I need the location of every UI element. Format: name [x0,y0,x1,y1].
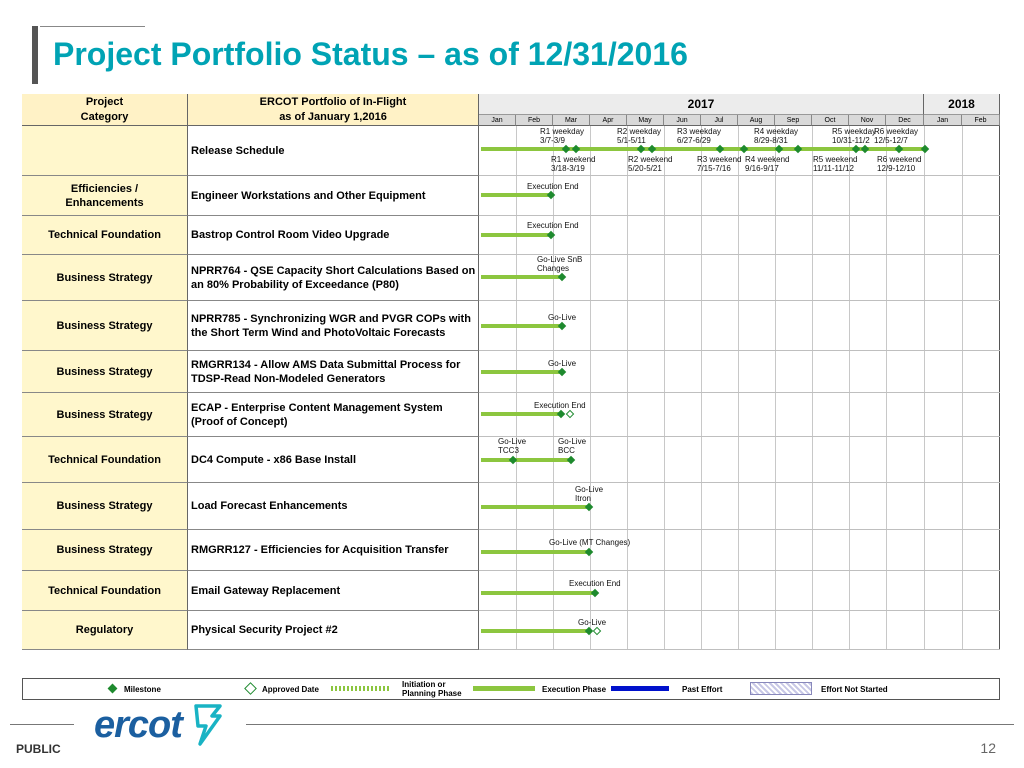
release-label-r3-bottom [697,155,741,173]
year-2018: 2018 [924,94,1000,115]
title-accent-bar [32,26,38,84]
release-name: R4 weekend [745,155,790,164]
execution-bar [481,591,595,595]
execution-bar [481,550,589,554]
category-cell [22,530,188,571]
milestone-label: Go-Live Itron [575,485,604,503]
project-text: RMGRR127 - Efficiencies for Acquisition Transfer [191,544,449,556]
execution-bar [481,275,562,279]
category-cell [22,483,188,530]
release-dates: 5/20-5/21 [628,164,662,173]
month-header: Oct [812,115,849,126]
project-text: Release Schedule [191,144,285,157]
page-number: 12 [980,740,996,756]
release-dates: 8/29-8/31 [754,136,788,145]
release-label-r4-top [754,127,798,145]
category-text: Business Strategy [56,408,153,421]
execution-bar [481,193,551,197]
release-name: R3 weekday [677,127,722,136]
release-dates: 12/9-12/10 [877,164,916,173]
release-label-r3-top [677,127,721,145]
month-header: Jan [479,115,516,126]
grid-line [812,126,813,650]
release-label-r6-top [874,127,918,145]
release-name: R6 weekday [874,127,919,136]
grid-line [553,126,554,650]
milestone-label: Execution End [569,579,621,588]
row-divider [479,350,1000,351]
row-divider [479,482,1000,483]
month-header: Sep [775,115,812,126]
milestone-label: Execution End [527,182,579,191]
project-cell [188,437,479,483]
release-dates: 11/11-11/12 [813,164,854,173]
legend-milestone-label: Milestone [124,685,161,694]
release-dates: 5/1-5/11 [617,136,646,145]
category-cell [22,571,188,611]
footer-rule-right [246,724,1014,725]
grid-line [924,126,925,650]
grid-line [516,126,517,650]
legend-past-label: Past Effort [682,685,723,694]
month-header: Jul [701,115,738,126]
month-header: May [627,115,664,126]
category-cell [22,611,188,650]
execution-bar [481,370,562,374]
milestone-label: Execution End [534,401,586,410]
classification-label: PUBLIC [16,742,61,756]
category-text: Technical Foundation [48,453,161,466]
month-header: Feb [516,115,553,126]
project-text: Engineer Workstations and Other Equipment [191,189,426,202]
execution-bar [481,505,589,509]
month-header: Mar [553,115,590,126]
project-text: ECAP - Enterprise Content Management System (Proof of Concept) [191,401,443,428]
project-cell [188,126,479,176]
milestone-label: Go-Live [548,359,577,368]
project-text: Bastrop Control Room Video Upgrade [191,229,390,241]
project-text: DC4 Compute - x86 Base Install [191,453,357,466]
release-dates: 7/15-7/16 [697,164,731,173]
row-divider [479,649,1000,650]
milestone-label: Go-Live BCC [558,437,587,455]
ercot-logo: ercot [94,704,182,746]
execution-bar [481,458,572,462]
row-divider [479,529,1000,530]
release-name: R1 weekday [540,127,585,136]
category-text: Efficiencies / Enhancements [65,182,144,209]
category-cell [22,351,188,393]
category-text: Technical Foundation [48,584,161,597]
release-name: R2 weekday [617,127,662,136]
month-header: Dec [886,115,924,126]
page-title: Project Portfolio Status – as of 12/31/2016 [53,36,688,72]
grid-line [664,126,665,650]
legend-planning-label: Initiation or Planning Phase [402,680,462,698]
project-cell [188,255,479,301]
release-name: R1 weekend [551,155,596,164]
category-text: Business Strategy [56,271,153,284]
grid-line [590,126,591,650]
project-cell [188,611,479,650]
row-divider [479,215,1000,216]
legend-execution-swatch [473,686,535,691]
grid-line [886,126,887,650]
legend-planning-swatch [331,686,391,691]
project-cell [188,216,479,255]
milestone-label: Go-Live [548,313,577,322]
legend-milestone-icon [108,684,118,694]
month-header: Feb [962,115,1000,126]
month-header: Apr [590,115,627,126]
release-dates: 6/27-6/29 [677,136,711,145]
release-name: R2 weekend [628,155,673,164]
execution-bar [481,629,589,633]
project-cell [188,483,479,530]
release-label-r2-top [617,127,661,145]
release-label-r1-bottom [551,155,595,173]
grid-line [701,126,702,650]
category-cell [22,176,188,216]
release-dates: 3/18-3/19 [551,164,585,173]
milestone-label: Go-Live [578,618,607,627]
legend-not-started-label: Effort Not Started [821,685,888,694]
release-dates: 9/16-9/17 [745,164,779,173]
milestone-label: Go-Live TCC3 [498,437,527,455]
execution-bar [481,412,561,416]
execution-bar [481,324,562,328]
footer-rule-left [10,724,74,725]
legend-not-started-swatch [750,682,812,695]
month-header: Aug [738,115,775,126]
release-label-r2-bottom [628,155,672,173]
category-cell [22,301,188,351]
project-text: Physical Security Project #2 [191,624,338,636]
grid-line [775,126,776,650]
release-name: R5 weekend [813,155,858,164]
release-label-r5-top [832,127,876,145]
project-cell [188,571,479,611]
milestone-label: Execution End [527,221,579,230]
milestone-label: Go-Live SnB Changes [537,255,583,273]
project-cell [188,176,479,216]
release-label-r1-top [540,127,584,145]
column-header-portfolio-text: ERCOT Portfolio of In-Flight as of January 1,2016 [259,96,407,123]
category-cell [22,255,188,301]
grid-line [849,126,850,650]
row-divider [479,610,1000,611]
category-text: Business Strategy [56,365,153,378]
category-cell [22,393,188,437]
project-text: Email Gateway Replacement [191,584,341,597]
legend [22,678,1000,700]
year-2017: 2017 [479,94,924,115]
project-cell [188,301,479,351]
category-text: Technical Foundation [48,229,161,241]
milestone-label: Go-Live (MT Changes) [549,538,631,547]
month-header: Jun [664,115,701,126]
grid-line [627,126,628,650]
project-cell [188,530,479,571]
project-cell [188,351,479,393]
project-text: NPRR785 - Synchronizing WGR and PVGR COPs with the Short Term Wind and PhotoVoltaic Forecasts [191,312,471,339]
category-cell [22,126,188,176]
category-cell [22,216,188,255]
release-dates: 3/7-3/9 [540,136,565,145]
release-label-r4-bottom [745,155,789,173]
row-divider [479,570,1000,571]
category-text: Regulatory [75,624,134,636]
column-header-portfolio [188,94,479,126]
release-name: R6 weekend [877,155,922,164]
column-header-category [22,94,188,126]
category-cell [22,437,188,483]
execution-bar [481,233,551,237]
release-name: R3 weekend [697,155,742,164]
project-cell [188,393,479,437]
project-text: Load Forecast Enhancements [191,500,348,512]
project-text: RMGRR134 - Allow AMS Data Submittal Process for TDSP-Read Non-Modeled Generators [191,358,461,385]
category-text: Business Strategy [56,544,153,556]
row-divider [479,300,1000,301]
legend-approved-icon [244,682,257,695]
category-text: Business Strategy [56,319,153,332]
project-text: NPRR764 - QSE Capacity Short Calculations Based on an 80% Probability of Exceedance (P80) [191,264,476,291]
legend-execution-label: Execution Phase [542,685,607,694]
release-name: R4 weekday [754,127,799,136]
grid-line [738,126,739,650]
ercot-bolt-icon [190,702,224,748]
release-name: R5 weekday [832,127,877,136]
title-rule [40,26,145,27]
month-header: Jan [924,115,962,126]
grid-line [962,126,963,650]
legend-past-swatch [611,686,669,691]
column-header-category-text: Project Category [80,96,129,123]
release-dates: 10/31-11/2 [832,136,870,145]
release-dates: 12/5-12/7 [874,136,908,145]
category-text: Business Strategy [56,500,153,512]
month-header: Nov [849,115,886,126]
legend-approved-label: Approved Date [262,685,319,694]
row-divider [479,175,1000,176]
release-label-r5-bottom [813,155,857,173]
release-label-r6-bottom [877,155,921,173]
row-divider [479,392,1000,393]
